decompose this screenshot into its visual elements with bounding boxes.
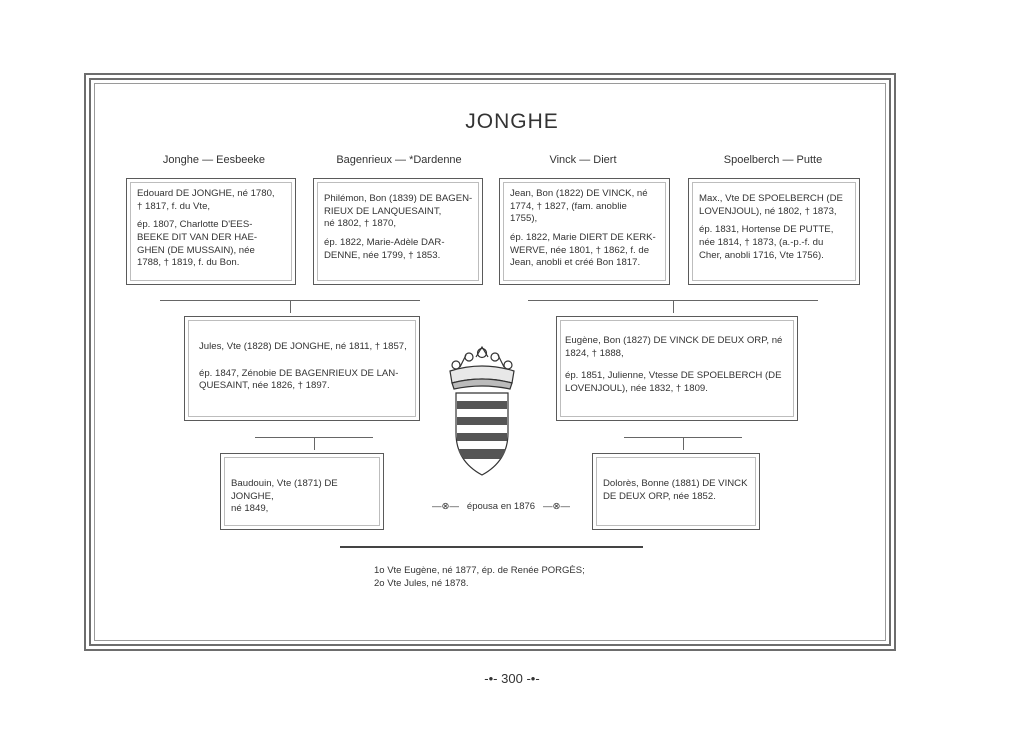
children-list	[374, 564, 674, 591]
ornament-right-icon: —⊗—	[543, 501, 570, 512]
entry-line: DENNE, née 1799, † 1853.	[324, 249, 441, 261]
entry-line: Jean, Bon (1822) DE VINCK, né	[510, 188, 648, 199]
marriage-note	[426, 501, 576, 512]
ancestor-box-spoelberch	[688, 178, 860, 285]
entry-line: BEEKE DIT VAN DER HAE-	[137, 231, 258, 243]
entry-line: ép. 1851, Julienne, Vtesse DE SPOELBERCH (DE	[565, 370, 782, 382]
lineage-connector	[255, 437, 373, 447]
entry-line: † 1817, f. du Vte,	[137, 200, 211, 212]
column-header-spoelberch-putte: Spoelberch — Putte	[723, 154, 823, 166]
entry-line: RIEUX DE LANQUESAINT,	[324, 205, 442, 217]
entry-line: Dolorès, Bonne (1881) DE VINCK	[603, 478, 748, 489]
ornament-left-icon: —⊗—	[432, 501, 459, 512]
ancestor-box-vinck	[499, 178, 670, 285]
page-title: JONGHE	[465, 110, 559, 133]
lineage-connector	[624, 437, 742, 447]
entry-line: QUESAINT, née 1826, † 1897.	[199, 380, 330, 392]
page-number-value: 300	[501, 671, 523, 686]
entry-line: né 1802, † 1870,	[324, 218, 397, 230]
child-entry: 2o Vte Jules, né 1878.	[374, 578, 469, 590]
coat-of-arms	[442, 343, 522, 483]
column-header-bagenrieux-dardenne: Bagenrieux — *Dardenne	[336, 154, 462, 166]
couple-box-de-vinck	[556, 316, 798, 421]
page-number	[0, 671, 1024, 686]
marriage-text: épousa en 1876	[466, 501, 536, 512]
lineage-connector	[160, 300, 420, 310]
entry-line: ép. 1822, Marie DIERT DE KERK-	[510, 231, 656, 243]
entry-line: LOVENJOUL), née 1832, † 1809.	[565, 382, 708, 394]
entry-line: ép. 1807, Charlotte D'EES-	[137, 219, 253, 231]
child-entry: 1o Vte Eugène, né 1877, ép. de Renée PORGÈS;	[374, 565, 585, 576]
entry-line: Baudouin, Vte (1871) DE JONGHE,	[231, 478, 338, 502]
children-divider	[340, 546, 643, 548]
entry-line: GHEN (DE MUSSAIN), née	[137, 244, 255, 256]
couple-box-de-jonghe	[184, 316, 420, 421]
entry-line: ép. 1847, Zénobie DE BAGENRIEUX DE LAN-	[199, 367, 399, 379]
entry-line: 1755),	[510, 213, 538, 225]
entry-line: né 1849,	[231, 503, 269, 515]
entry-line: Max., Vte DE SPOELBERCH (DE	[699, 193, 843, 204]
entry-line: 1774, † 1827, (fam. anoblie	[510, 200, 627, 212]
lineage-connector	[528, 300, 818, 310]
ancestor-box-de-jonghe	[126, 178, 296, 285]
spouse-box-dolores	[592, 453, 760, 530]
column-header-vinck-diert: Vinck — Diert	[549, 154, 617, 166]
entry-line: Edouard DE JONGHE, né 1780,	[137, 188, 275, 199]
coat-of-arms-icon	[442, 343, 522, 483]
entry-line: Eugène, Bon (1827) DE VINCK DE DEUX ORP, né	[565, 335, 783, 346]
ornament-icon: -•-	[526, 671, 540, 686]
column-header-jonghe-eesbeeke: Jonghe — Eesbeeke	[162, 154, 266, 166]
entry-line: 1824, † 1888,	[565, 347, 624, 359]
ancestor-box-bagenrieux	[313, 178, 483, 285]
entry-line: WERVE, née 1801, † 1862, f. de	[510, 244, 650, 256]
ornament-icon: -•-	[484, 671, 498, 686]
entry-line: 1788, † 1819, f. du Bon.	[137, 257, 240, 269]
entry-line: DE DEUX ORP, née 1852.	[603, 490, 716, 502]
entry-line: née 1814, † 1873, (a.-p.-f. du	[699, 236, 824, 248]
entry-line: Philémon, Bon (1839) DE BAGEN-	[324, 193, 473, 204]
entry-line: Cher, anobli 1716, Vte 1756).	[699, 249, 824, 261]
entry-line: ép. 1822, Marie-Adèle DAR-	[324, 236, 445, 248]
entry-line: Jean, anobli et créé Bon 1817.	[510, 257, 641, 269]
entry-line: LOVENJOUL), né 1802, † 1873,	[699, 205, 837, 217]
entry-line: Jules, Vte (1828) DE JONGHE, né 1811, † 1857,	[199, 341, 407, 352]
entry-line: ép. 1831, Hortense DE PUTTE,	[699, 224, 834, 236]
spouse-box-baudouin	[220, 453, 384, 530]
